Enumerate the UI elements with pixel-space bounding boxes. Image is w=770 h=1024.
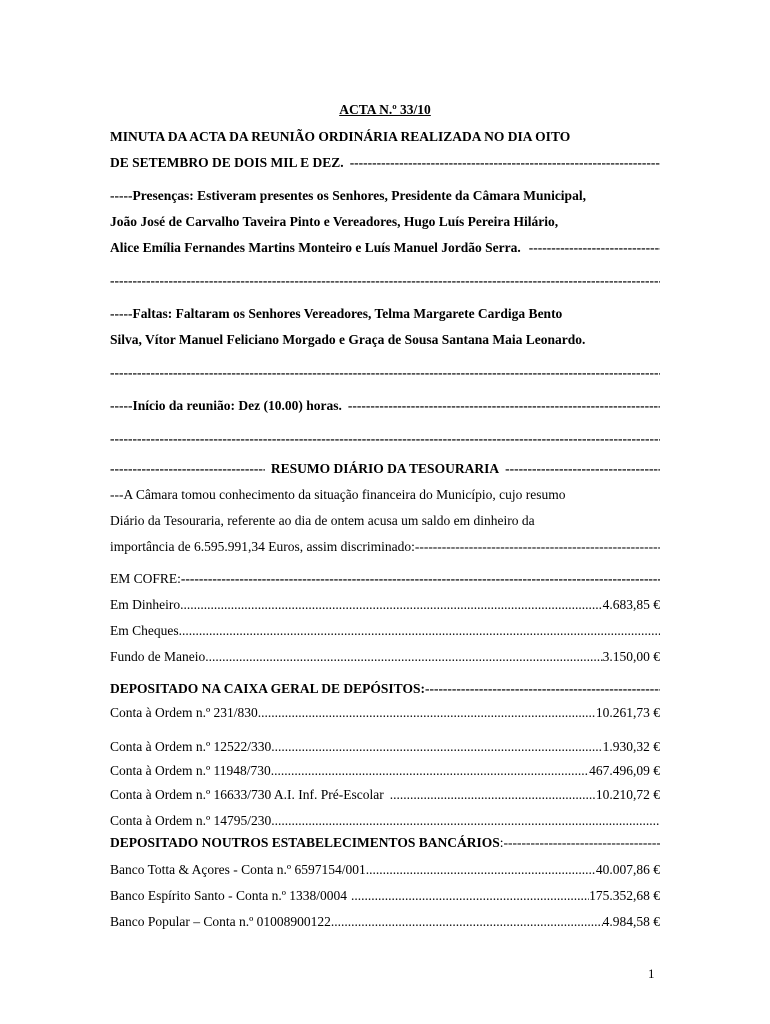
dash-filler	[425, 680, 660, 698]
cgd-row	[110, 704, 660, 722]
cgd-row	[110, 786, 660, 804]
presencas-line-2: João José de Carvalho Taveira Pinto e Vereadores, Hugo Luís Pereira Hilário,	[110, 214, 559, 229]
separator-line	[110, 430, 660, 448]
faltas-line-2: Silva, Vítor Manuel Feliciano Morgado e Graça de Sousa Santana Maia Leonardo.	[110, 332, 586, 347]
dash-filler	[529, 239, 660, 257]
outros-heading-line: DEPOSITADO NOUTROS ESTABELECIMENTOS BANCÁRIOS : -----	[110, 834, 660, 852]
dot-leader	[205, 648, 602, 666]
intro-text-2: DE SETEMBRO DE DOIS MIL E DEZ.	[110, 155, 344, 170]
inicio-line	[110, 397, 660, 415]
dot-leader	[351, 887, 589, 905]
cofre-row-label: Em Cheques	[110, 623, 179, 638]
cgd-row	[110, 738, 660, 756]
outros-row	[110, 913, 660, 931]
outros-row	[110, 887, 660, 905]
intro-line-1	[110, 128, 660, 146]
cofre-row	[110, 648, 660, 666]
dot-leader	[390, 786, 596, 804]
dash-filler	[110, 272, 660, 290]
cgd-row-value: 1.930,32 €	[602, 739, 660, 754]
dash-filler	[181, 570, 660, 588]
dash-filler	[503, 834, 660, 852]
presencas-line-1: -----Presenças: Estiveram presentes os Senhores, Presidente da Câmara Municipal,	[110, 188, 586, 203]
cofre-row	[110, 622, 660, 640]
resumo-line-3	[110, 538, 660, 556]
dot-leader	[366, 861, 596, 879]
intro-line-2	[110, 154, 660, 172]
dot-leader	[258, 704, 596, 722]
cofre-row-label: Fundo de Maneio	[110, 649, 206, 664]
dot-leader	[271, 762, 589, 780]
outros-row-label: Banco Espírito Santo - Conta n.º 1338/0004	[110, 888, 348, 903]
outros-row	[110, 861, 660, 879]
dash-filler	[110, 364, 660, 382]
cofre-row-value: 3.150,00 €	[602, 649, 660, 664]
dot-leader	[180, 596, 603, 614]
outros-row-label: Banco Popular – Conta n.º 01008900122	[110, 914, 331, 929]
separator-line	[110, 272, 660, 290]
dash-filler	[505, 460, 660, 478]
presencas-text-3: Alice Emília Fernandes Martins Monteiro e Luís Manuel Jordão Serra.	[110, 240, 521, 255]
presencas-line-3	[110, 239, 660, 257]
dash-filler	[348, 397, 660, 415]
cgd-row-label: Conta à Ordem n.º 14795/230	[110, 813, 272, 828]
cgd-row-value: 10.210,72 €	[595, 787, 660, 802]
outros-heading: DEPOSITADO NOUTROS ESTABELECIMENTOS BANCÁRIOS	[110, 835, 500, 850]
cgd-row	[110, 812, 660, 830]
resumo-text-3: importância de 6.595.991,34 Euros, assim discriminado:	[110, 539, 415, 554]
outros-row-value: 4.984,58 €	[602, 914, 660, 929]
dash-filler	[415, 538, 660, 556]
outros-row-value: 175.352,68 €	[589, 888, 660, 903]
cgd-row-value: 10.261,73 €	[595, 705, 660, 720]
page-number: 1	[648, 966, 655, 981]
cgd-row-label: Conta à Ordem n.º 16633/730 A.I. Inf. Pré-Escolar	[110, 787, 384, 802]
outros-row-value: 40.007,86 €	[595, 862, 660, 877]
faltas-line-1: -----Faltas: Faltaram os Senhores Vereadores, Telma Margarete Cardiga Bento	[110, 306, 563, 321]
cgd-heading-line	[110, 680, 660, 698]
dash-filler	[110, 430, 660, 448]
inicio-text: -----Início da reunião: Dez (10.00) horas.	[110, 398, 342, 413]
cgd-row	[110, 762, 660, 780]
em-cofre-line	[110, 570, 660, 588]
dash-filler	[350, 154, 660, 172]
dot-leader	[271, 738, 602, 756]
resumo-line-1: ---A Câmara tomou conhecimento da situação financeira do Município, cujo resumo	[110, 487, 566, 502]
intro-text-1: MINUTA DA ACTA DA REUNIÃO ORDINÁRIA REALIZADA NO DIA OITO	[110, 129, 571, 144]
resumo-heading-line	[110, 460, 660, 478]
document-title: ACTA N.º 33/10	[339, 102, 431, 117]
resumo-heading: RESUMO DIÁRIO DA TESOURARIA	[270, 461, 500, 476]
cofre-row-value: 4.683,85 €	[602, 597, 660, 612]
dot-leader	[179, 622, 660, 640]
separator-line	[110, 364, 660, 382]
cofre-row-label: Em Dinheiro	[110, 597, 181, 612]
em-cofre-label: EM COFRE:	[110, 571, 181, 586]
dot-leader	[331, 913, 603, 931]
cgd-row-label: Conta à Ordem n.º 12522/330	[110, 739, 272, 754]
dash-filler	[110, 460, 265, 478]
cofre-row	[110, 596, 660, 614]
cgd-row-value: 467.496,09 €	[589, 763, 660, 778]
cgd-row-label: Conta à Ordem n.º 11948/730	[110, 763, 271, 778]
dot-leader	[271, 812, 660, 830]
cgd-heading: DEPOSITADO NA CAIXA GERAL DE DEPÓSITOS:	[110, 681, 425, 696]
outros-row-label: Banco Totta & Açores - Conta n.º 6597154/001	[110, 862, 366, 877]
resumo-line-2: Diário da Tesouraria, referente ao dia de ontem acusa um saldo em dinheiro da	[110, 513, 535, 528]
cgd-row-label: Conta à Ordem n.º 231/830	[110, 705, 258, 720]
